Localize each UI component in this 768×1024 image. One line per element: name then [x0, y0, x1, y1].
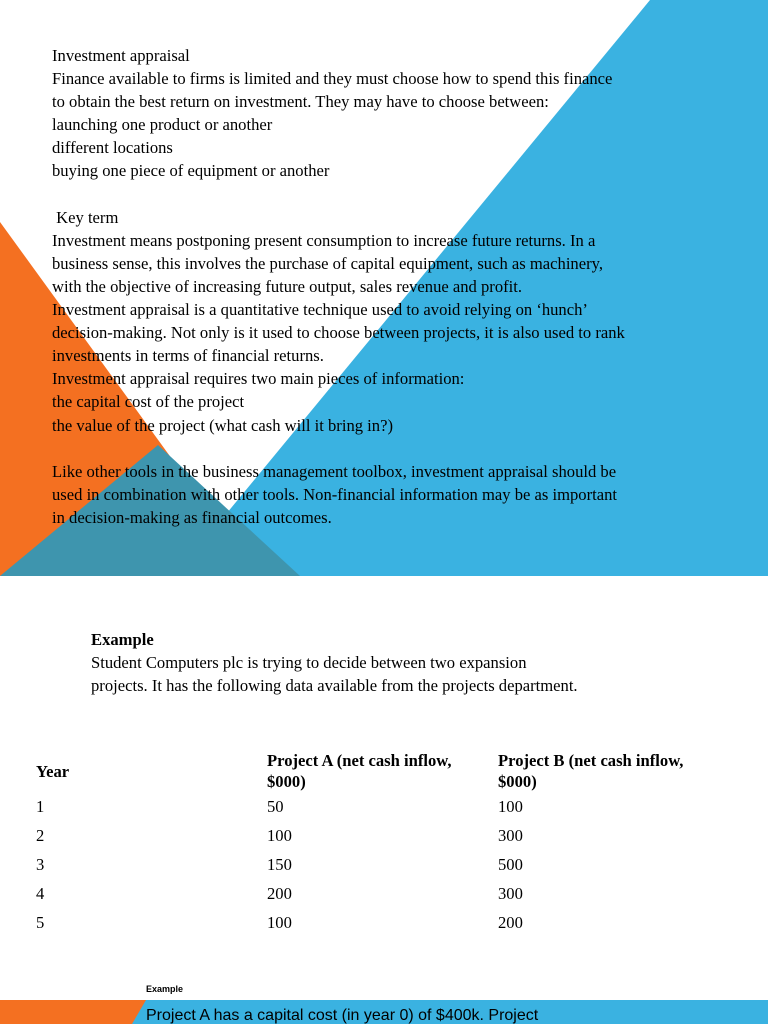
text-line: Key term — [52, 207, 119, 227]
text-line: Investment appraisal — [52, 46, 190, 65]
slide3-body-text: Project A has a capital cost (in year 0) of $400k. Project — [146, 1007, 539, 1024]
slide-example-partial — [0, 978, 768, 1024]
example-intro-line: Student Computers plc is trying to decide between two expansion — [91, 653, 527, 672]
cell-year: 5 — [36, 913, 45, 932]
cell-year: 3 — [36, 855, 45, 874]
text-line — [52, 437, 752, 460]
text-line: Investment means postponing present consumption to increase future returns. In a — [52, 230, 596, 250]
example-title: Example — [91, 630, 154, 649]
text-line: with the objective of increasing future output, sales revenue and profit. — [52, 276, 523, 296]
text-line: launching one product or another — [52, 115, 273, 135]
header-year: Year — [36, 761, 70, 781]
cell-project-b: 500 — [498, 855, 523, 874]
example-text — [91, 628, 578, 697]
slide3-small-title: Example — [146, 984, 184, 994]
text-line: buying one piece of equipment or another — [52, 161, 330, 181]
table-row — [36, 908, 738, 937]
cell-project-b: 300 — [498, 826, 523, 845]
text-line: Investment appraisal is a quantitative technique used to avoid relying on ‘hunch’ — [52, 300, 588, 320]
slide-body-text — [52, 44, 752, 529]
header-project-b-line: $000) — [498, 772, 537, 791]
cell-project-a: 100 — [267, 913, 292, 932]
text-line: Investment appraisal requires two main pieces of information: — [52, 369, 465, 389]
text-line: to obtain the best return on investment. They may have to choose between: — [52, 92, 549, 112]
cell-project-a: 50 — [267, 797, 284, 816]
cell-project-b: 200 — [498, 913, 523, 932]
cell-project-a: 150 — [267, 855, 292, 874]
text-line: Like other tools in the business management toolbox, investment appraisal should be — [52, 461, 617, 481]
cell-project-a: 100 — [267, 826, 292, 845]
text-line: different locations — [52, 138, 173, 158]
cell-project-b: 100 — [498, 797, 523, 816]
header-project-b-line: Project B (net cash inflow, — [498, 751, 684, 770]
text-line — [52, 183, 752, 206]
table-row — [36, 821, 738, 850]
cell-year: 2 — [36, 826, 45, 845]
text-line: the value of the project (what cash will it bring in?) — [52, 415, 393, 435]
table-row — [36, 792, 738, 821]
header-project-a-line: Project A (net cash inflow, — [267, 751, 452, 770]
header-project-a-line: $000) — [267, 772, 306, 791]
table-header-row — [36, 750, 738, 792]
table-row — [36, 879, 738, 908]
cash-inflow-table — [36, 750, 738, 937]
text-line: used in combination with other tools. Non-financial information may be as important — [52, 484, 617, 504]
text-line: decision-making. Not only is it used to choose between projects, it is also used to rank — [52, 323, 625, 343]
header-project-a — [267, 750, 498, 792]
header-project-b — [498, 750, 738, 792]
cell-project-a: 200 — [267, 884, 292, 903]
example-intro-line: projects. It has the following data available from the projects department. — [91, 676, 578, 695]
text-line: in decision-making as financial outcomes. — [52, 507, 332, 527]
cell-year: 4 — [36, 884, 45, 903]
text-line: investments in terms of financial returns. — [52, 346, 324, 366]
cell-year: 1 — [36, 797, 45, 816]
slide-example-table — [0, 576, 768, 1024]
table-row — [36, 850, 738, 879]
cell-project-b: 300 — [498, 884, 523, 903]
text-line: the capital cost of the project — [52, 392, 245, 412]
text-line: Finance available to firms is limited and they must choose how to spend this finance — [52, 69, 613, 89]
orange-band-corner — [0, 1000, 146, 1024]
text-line: business sense, this involves the purchase of capital equipment, such as machinery, — [52, 253, 603, 273]
